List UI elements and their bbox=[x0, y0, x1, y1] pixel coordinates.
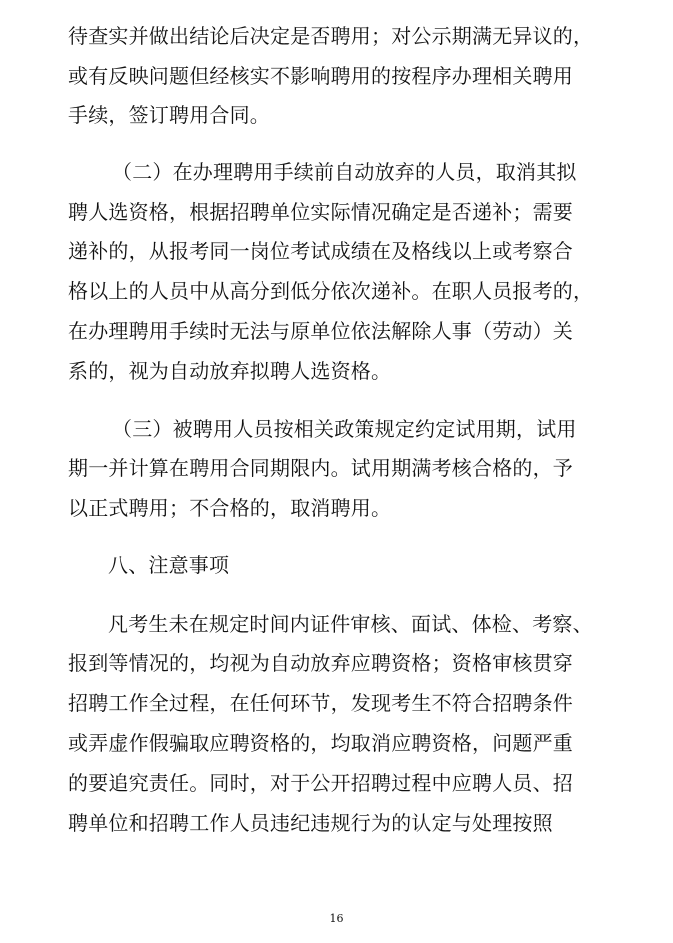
text-line: 招聘工作全过程，在任何环节，发现考生不符合招聘条件 bbox=[68, 691, 573, 715]
text-line: 的要追究责任。同时，对于公开招聘过程中应聘人员、招 bbox=[68, 771, 573, 795]
text-line: （三）被聘用人员按相关政策规定约定试用期，试用 bbox=[112, 417, 577, 441]
text-line: 聘人选资格，根据招聘单位实际情况确定是否递补；需要 bbox=[68, 200, 573, 224]
text-line: 期一并计算在聘用合同期限内。试用期满考核合格的，予 bbox=[68, 456, 573, 480]
text-line: 待查实并做出结论后决定是否聘用；对公示期满无异议的， bbox=[68, 24, 594, 48]
page-number: 16 bbox=[329, 912, 344, 925]
text-line: 或弄虚作假骗取应聘资格的，均取消应聘资格，问题严重 bbox=[68, 731, 573, 755]
text-line: 凡考生未在规定时间内证件审核、面试、体检、考察、 bbox=[108, 612, 593, 636]
text-line: 以正式聘用；不合格的，取消聘用。 bbox=[68, 496, 392, 520]
text-line: 在办理聘用手续时无法与原单位依法解除人事（劳动）关 bbox=[68, 319, 573, 343]
text-line: 聘单位和招聘工作人员违纪违规行为的认定与处理按照 bbox=[68, 811, 553, 835]
text-line: 报到等情况的，均视为自动放弃应聘资格；资格审核贯穿 bbox=[68, 651, 573, 675]
text-line: 系的，视为自动放弃拟聘人选资格。 bbox=[68, 359, 392, 383]
text-line: 格以上的人员中从高分到低分依次递补。在职人员报考的， bbox=[68, 279, 594, 303]
heading-text: 八、注意事项 bbox=[108, 553, 230, 577]
text-line: （二）在办理聘用手续前自动放弃的人员，取消其拟 bbox=[112, 160, 577, 184]
text-line: 手续，签订聘用合同。 bbox=[68, 103, 270, 127]
text-line: 或有反映问题但经核实不影响聘用的按程序办理相关聘用 bbox=[68, 64, 573, 88]
text-line: 递补的，从报考同一岗位考试成绩在及格线以上或考察合 bbox=[68, 239, 573, 263]
